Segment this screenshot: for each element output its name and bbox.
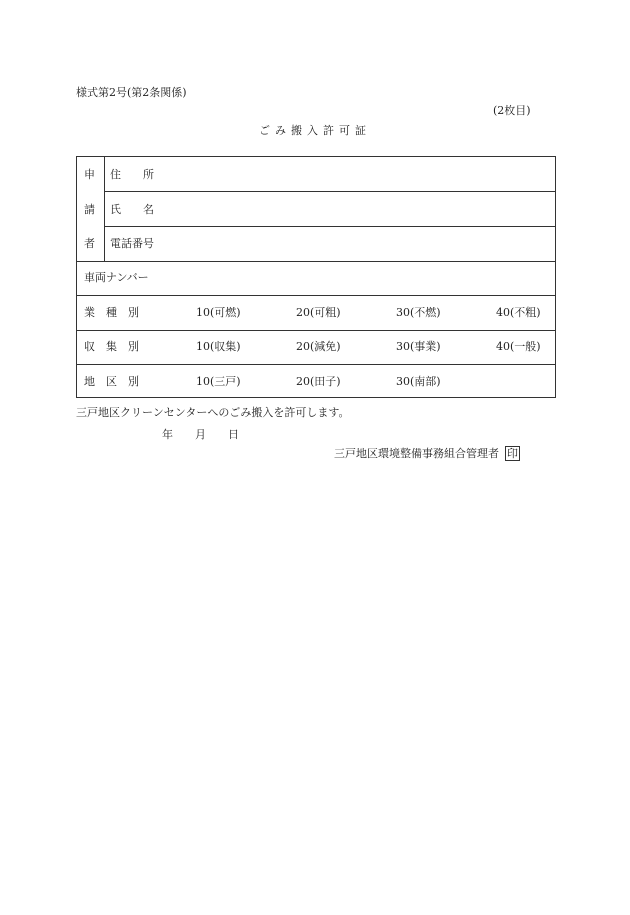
collection-type-option: 30(事業)	[396, 340, 441, 353]
name-label: 氏 名	[110, 203, 154, 216]
row-divider	[104, 226, 556, 227]
business-type-label: 業 種 別	[84, 306, 139, 319]
collection-type-option: 20(減免)	[296, 340, 341, 353]
permit-table	[76, 156, 556, 398]
applicant-char: 者	[84, 237, 95, 250]
district-option: 10(三戸)	[196, 375, 241, 388]
business-type-option: 20(可粗)	[296, 306, 341, 319]
form-number: 様式第2号(第2条関係)	[76, 86, 187, 99]
collection-type-option: 40(一般)	[496, 340, 541, 353]
phone-label: 電話番号	[110, 237, 154, 250]
vehicle-number-label: 車両ナンバー	[84, 271, 149, 284]
column-divider	[104, 157, 105, 261]
district-label: 地 区 別	[84, 375, 139, 388]
row-divider	[104, 191, 556, 192]
seal-mark: 印	[507, 447, 518, 460]
collection-type-label: 収 集 別	[84, 340, 139, 353]
district-option: 30(南部)	[396, 375, 441, 388]
row-divider	[77, 295, 556, 296]
collection-type-option: 10(収集)	[196, 340, 241, 353]
issuer-block	[334, 446, 520, 461]
district-option: 20(田子)	[296, 375, 341, 388]
address-label: 住 所	[110, 168, 154, 181]
issuer-name: 三戸地区環境整備事務組合管理者	[334, 447, 499, 460]
row-divider	[77, 261, 556, 262]
business-type-option: 10(可燃)	[196, 306, 241, 319]
row-divider	[77, 330, 556, 331]
applicant-char: 申	[84, 168, 95, 181]
page-title: ごみ搬入許可証	[259, 124, 371, 137]
applicant-char: 請	[84, 203, 95, 216]
permission-statement: 三戸地区クリーンセンターへのごみ搬入を許可します。	[76, 406, 350, 419]
business-type-option: 30(不燃)	[396, 306, 441, 319]
business-type-option: 40(不粗)	[496, 306, 541, 319]
date-line: 年 月 日	[162, 428, 239, 441]
row-divider	[77, 364, 556, 365]
sheet-number: (2枚目)	[493, 104, 531, 117]
